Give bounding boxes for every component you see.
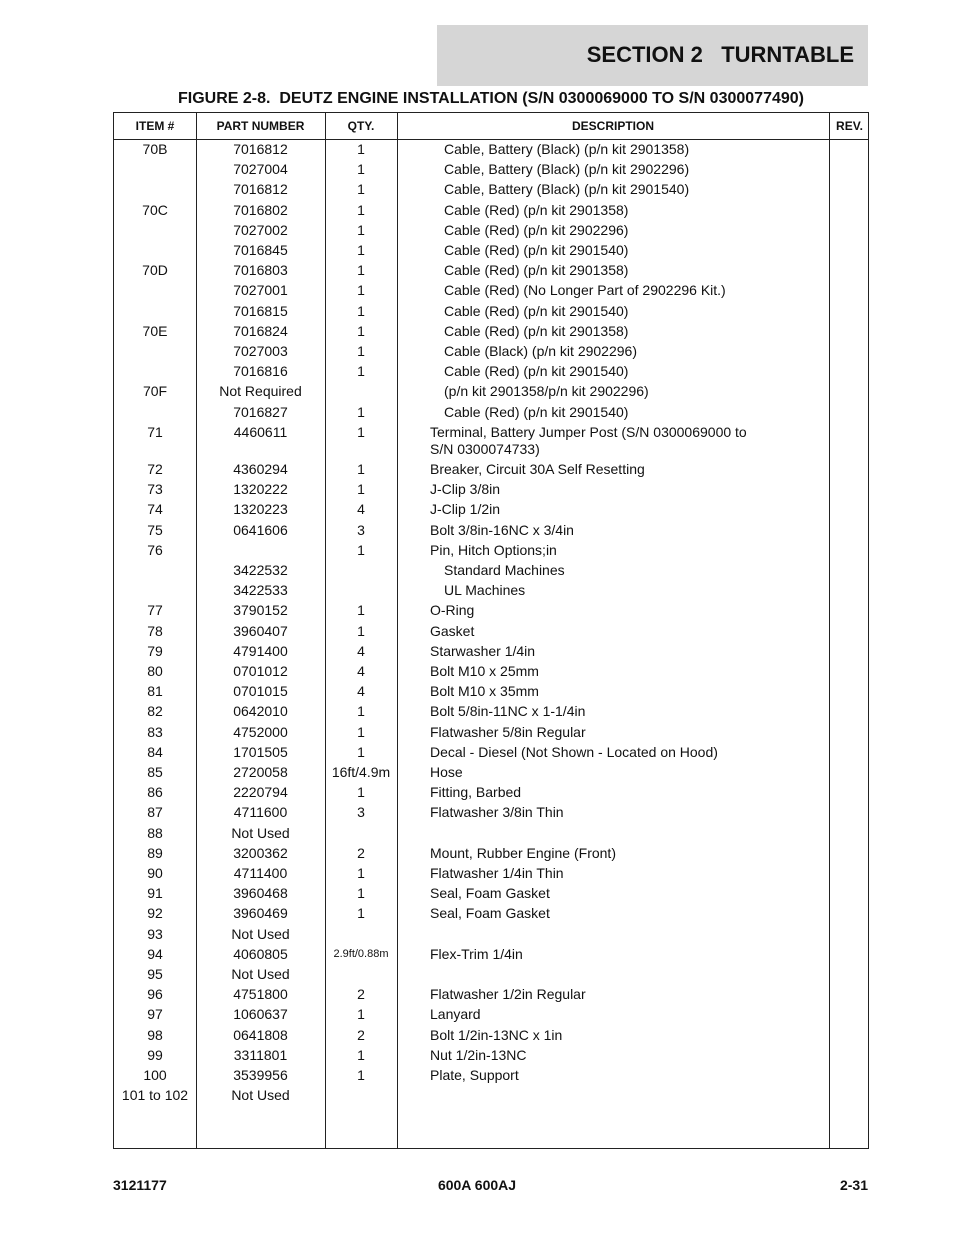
description: Cable (Red) (p/n kit 2901540) bbox=[444, 242, 629, 258]
description: Flatwasher 3/8in Thin bbox=[430, 804, 564, 821]
section-title: SECTION 2 TURNTABLE bbox=[586, 42, 854, 67]
part-number: 7016812 bbox=[233, 181, 288, 198]
quantity: 2 bbox=[357, 1026, 365, 1043]
description: Bolt M10 x 35mm bbox=[430, 683, 539, 700]
quantity: 4 bbox=[357, 683, 365, 700]
item-number: 74 bbox=[147, 501, 163, 518]
quantity: 1 bbox=[357, 141, 365, 157]
item-number: 100 bbox=[143, 1067, 167, 1083]
description: Cable (Red) (p/n kit 2901540) bbox=[444, 403, 629, 420]
part-number: 4752000 bbox=[233, 723, 288, 740]
footer-model: 600A 600AJ bbox=[437, 1177, 517, 1193]
quantity: 4 bbox=[357, 642, 365, 659]
part-number: 0642010 bbox=[233, 703, 288, 720]
description: Nut 1/2in-13NC bbox=[430, 1046, 527, 1063]
item-number: 80 bbox=[147, 663, 163, 679]
description-continued: S/N 0300074733) bbox=[430, 440, 540, 457]
part-number: Not Used bbox=[231, 966, 290, 982]
footer-doc-number: 3121177 bbox=[113, 1177, 167, 1193]
quantity: 1 bbox=[357, 865, 365, 881]
part-number: 2720058 bbox=[233, 764, 288, 780]
item-number: 92 bbox=[147, 905, 163, 922]
item-number: 82 bbox=[147, 703, 163, 720]
quantity: 1 bbox=[357, 242, 365, 258]
quantity: 1 bbox=[357, 262, 365, 279]
description: Bolt 1/2in-13NC x 1in bbox=[430, 1026, 563, 1043]
quantity: 1 bbox=[357, 541, 365, 558]
part-number: Not Used bbox=[231, 824, 290, 841]
part-number: 0701012 bbox=[233, 663, 288, 679]
part-number: 3960407 bbox=[233, 622, 288, 639]
description: Plate, Support bbox=[430, 1067, 519, 1083]
description: Starwasher 1/4in bbox=[430, 642, 536, 659]
item-number: 95 bbox=[147, 966, 163, 982]
part-number: Not Required bbox=[219, 383, 302, 400]
description: Hose bbox=[430, 764, 463, 780]
quantity: 1 bbox=[357, 363, 365, 380]
part-number: 3960468 bbox=[233, 885, 288, 902]
item-number: 96 bbox=[147, 986, 163, 1003]
item-number: 83 bbox=[147, 723, 163, 740]
quantity: 1 bbox=[357, 181, 365, 198]
description: Cable (Red) (p/n kit 2901358) bbox=[444, 201, 629, 218]
part-number: 7027003 bbox=[233, 343, 288, 359]
header-description: DESCRIPTION bbox=[571, 119, 654, 133]
item-number: 89 bbox=[147, 844, 163, 861]
item-number: 75 bbox=[147, 521, 163, 538]
description: Flatwasher 5/8in Regular bbox=[430, 723, 586, 740]
description: Cable, Battery (Black) (p/n kit 2901358) bbox=[444, 141, 690, 157]
quantity: 1 bbox=[357, 784, 365, 801]
part-number: 4751800 bbox=[233, 986, 288, 1003]
part-number: 4460611 bbox=[233, 423, 288, 440]
quantity: 2 bbox=[357, 986, 365, 1003]
description: Cable (Red) (p/n kit 2901358) bbox=[444, 262, 629, 279]
part-number: 7016824 bbox=[233, 322, 288, 339]
part-number: 4711400 bbox=[233, 865, 288, 881]
item-number: 84 bbox=[147, 743, 163, 760]
quantity: 3 bbox=[357, 804, 365, 821]
description: UL Machines bbox=[444, 582, 526, 599]
part-number: 4791400 bbox=[233, 642, 288, 659]
quantity: 1 bbox=[357, 403, 365, 420]
quantity: 1 bbox=[357, 221, 365, 238]
description: Breaker, Circuit 30A Self Resetting bbox=[430, 461, 645, 477]
description: Flatwasher 1/2in Regular bbox=[430, 986, 586, 1003]
column-divider bbox=[397, 113, 398, 1148]
quantity: 1 bbox=[357, 885, 365, 902]
item-number: 85 bbox=[147, 764, 163, 780]
figure-title: FIGURE 2-8. DEUTZ ENGINE INSTALLATION (S/N 0300069000 TO S/N 0300077490) bbox=[178, 90, 804, 107]
quantity: 1 bbox=[357, 322, 365, 339]
footer-page-number: 2-31 bbox=[839, 1177, 868, 1193]
description: Cable (Black) (p/n kit 2902296) bbox=[444, 343, 637, 359]
part-number: 4711600 bbox=[233, 804, 288, 821]
part-number: 3960469 bbox=[233, 905, 288, 922]
part-number: 0641808 bbox=[233, 1026, 288, 1043]
quantity: 1 bbox=[357, 602, 365, 619]
table-header bbox=[114, 113, 868, 140]
item-number: 93 bbox=[147, 925, 163, 942]
quantity: 3 bbox=[357, 521, 365, 538]
description: J-Clip 1/2in bbox=[430, 501, 501, 518]
item-number: 76 bbox=[147, 541, 163, 558]
description: J-Clip 3/8in bbox=[430, 481, 501, 498]
quantity: 16ft/4.9m bbox=[331, 764, 391, 780]
part-number: 7016827 bbox=[233, 403, 288, 420]
part-number: 7016802 bbox=[233, 201, 288, 218]
item-number: 77 bbox=[147, 602, 163, 619]
part-number: 1320223 bbox=[233, 501, 288, 518]
description: Flex-Trim 1/4in bbox=[430, 945, 523, 962]
description: Lanyard bbox=[430, 1006, 481, 1023]
quantity: 4 bbox=[357, 501, 365, 518]
item-number: 90 bbox=[147, 865, 163, 881]
item-number: 70B bbox=[142, 141, 168, 157]
description: Terminal, Battery Jumper Post (S/N 0300069000 to bbox=[430, 423, 747, 440]
part-number: 1320222 bbox=[233, 481, 288, 498]
description: Bolt 5/8in-11NC x 1-1/4in bbox=[430, 703, 586, 720]
item-number: 79 bbox=[147, 642, 163, 659]
quantity: 1 bbox=[357, 201, 365, 218]
part-number: 1060637 bbox=[233, 1006, 288, 1023]
description: Cable, Battery (Black) (p/n kit 2902296) bbox=[444, 161, 690, 178]
quantity: 1 bbox=[357, 1046, 365, 1063]
description: Cable, Battery (Black) (p/n kit 2901540) bbox=[444, 181, 690, 198]
item-number: 98 bbox=[147, 1026, 163, 1043]
item-number: 101 to 102 bbox=[121, 1087, 189, 1104]
part-number: 7016803 bbox=[233, 262, 288, 279]
item-number: 94 bbox=[147, 945, 163, 962]
description: (p/n kit 2901358/p/n kit 2902296) bbox=[444, 383, 649, 400]
quantity: 1 bbox=[357, 703, 365, 720]
description: Gasket bbox=[430, 622, 475, 639]
description: Seal, Foam Gasket bbox=[430, 885, 550, 902]
part-number: 3790152 bbox=[233, 602, 288, 619]
part-number: 7016812 bbox=[233, 141, 288, 157]
description: Decal - Diesel (Not Shown - Located on Hood) bbox=[430, 743, 718, 760]
quantity: 1 bbox=[357, 622, 365, 639]
quantity: 4 bbox=[357, 663, 365, 679]
quantity: 1 bbox=[357, 161, 365, 178]
part-number: 7027001 bbox=[233, 282, 288, 299]
quantity: 1 bbox=[357, 282, 365, 299]
part-number: 4360294 bbox=[233, 461, 288, 477]
part-number: 3200362 bbox=[233, 844, 288, 861]
item-number: 70C bbox=[142, 201, 168, 218]
part-number: 4060805 bbox=[233, 945, 288, 962]
quantity: 1 bbox=[357, 723, 365, 740]
description: Standard Machines bbox=[444, 562, 565, 578]
item-number: 71 bbox=[147, 423, 163, 440]
parts-table bbox=[113, 112, 869, 1149]
quantity: 1 bbox=[357, 743, 365, 760]
section-banner bbox=[437, 25, 868, 86]
item-number: 78 bbox=[147, 622, 163, 639]
part-number: 3311801 bbox=[233, 1046, 288, 1063]
description: Pin, Hitch Options;in bbox=[430, 541, 557, 558]
description: Bolt M10 x 25mm bbox=[430, 663, 539, 679]
description: Flatwasher 1/4in Thin bbox=[430, 865, 564, 881]
part-number: 3422532 bbox=[233, 562, 288, 578]
description: Cable (Red) (p/n kit 2902296) bbox=[444, 221, 629, 238]
header-item: ITEM # bbox=[135, 119, 175, 133]
item-number: 86 bbox=[147, 784, 163, 801]
quantity: 1 bbox=[357, 461, 365, 477]
description: Cable (Red) (p/n kit 2901540) bbox=[444, 302, 629, 319]
part-number: 3422533 bbox=[233, 582, 288, 599]
item-number: 88 bbox=[147, 824, 163, 841]
description: Fitting, Barbed bbox=[430, 784, 522, 801]
description: Cable (Red) (No Longer Part of 2902296 Kit.) bbox=[444, 282, 726, 299]
quantity: 1 bbox=[357, 1006, 365, 1023]
part-number: 0701015 bbox=[233, 683, 288, 700]
header-rev: REV. bbox=[836, 119, 863, 133]
part-number: Not Used bbox=[231, 1087, 290, 1104]
item-number: 81 bbox=[147, 683, 163, 700]
part-number: Not Used bbox=[231, 925, 290, 942]
part-number: 7016816 bbox=[233, 363, 288, 380]
part-number: 0641606 bbox=[233, 521, 288, 538]
quantity: 2.9ft/0.88m bbox=[333, 947, 389, 960]
part-number: 2220794 bbox=[233, 784, 288, 801]
item-number: 73 bbox=[147, 481, 163, 498]
item-number: 72 bbox=[147, 461, 163, 477]
item-number: 99 bbox=[147, 1046, 163, 1063]
quantity: 1 bbox=[357, 423, 365, 440]
description: Cable (Red) (p/n kit 2901540) bbox=[444, 363, 629, 380]
description: Mount, Rubber Engine (Front) bbox=[430, 844, 616, 861]
item-number: 70E bbox=[142, 322, 168, 339]
description: Bolt 3/8in-16NC x 3/4in bbox=[430, 521, 574, 538]
quantity: 1 bbox=[357, 343, 365, 359]
header-qty: QTY. bbox=[347, 119, 375, 133]
item-number: 70D bbox=[142, 262, 168, 279]
part-number: 7027004 bbox=[233, 161, 288, 178]
item-number: 97 bbox=[147, 1006, 163, 1023]
quantity: 1 bbox=[357, 1067, 365, 1083]
item-number: 91 bbox=[147, 885, 163, 902]
part-number: 3539956 bbox=[233, 1067, 288, 1083]
description: O-Ring bbox=[430, 602, 475, 619]
quantity: 1 bbox=[357, 481, 365, 498]
part-number: 7016815 bbox=[233, 302, 288, 319]
quantity: 2 bbox=[357, 844, 365, 861]
quantity: 1 bbox=[357, 302, 365, 319]
description: Cable (Red) (p/n kit 2901358) bbox=[444, 322, 629, 339]
item-number: 87 bbox=[147, 804, 163, 821]
description: Seal, Foam Gasket bbox=[430, 905, 550, 922]
part-number: 1701505 bbox=[233, 743, 288, 760]
part-number: 7016845 bbox=[233, 242, 288, 258]
header-part-number: PART NUMBER bbox=[216, 119, 305, 133]
quantity: 1 bbox=[357, 905, 365, 922]
part-number: 7027002 bbox=[233, 221, 288, 238]
item-number: 70F bbox=[142, 383, 168, 400]
